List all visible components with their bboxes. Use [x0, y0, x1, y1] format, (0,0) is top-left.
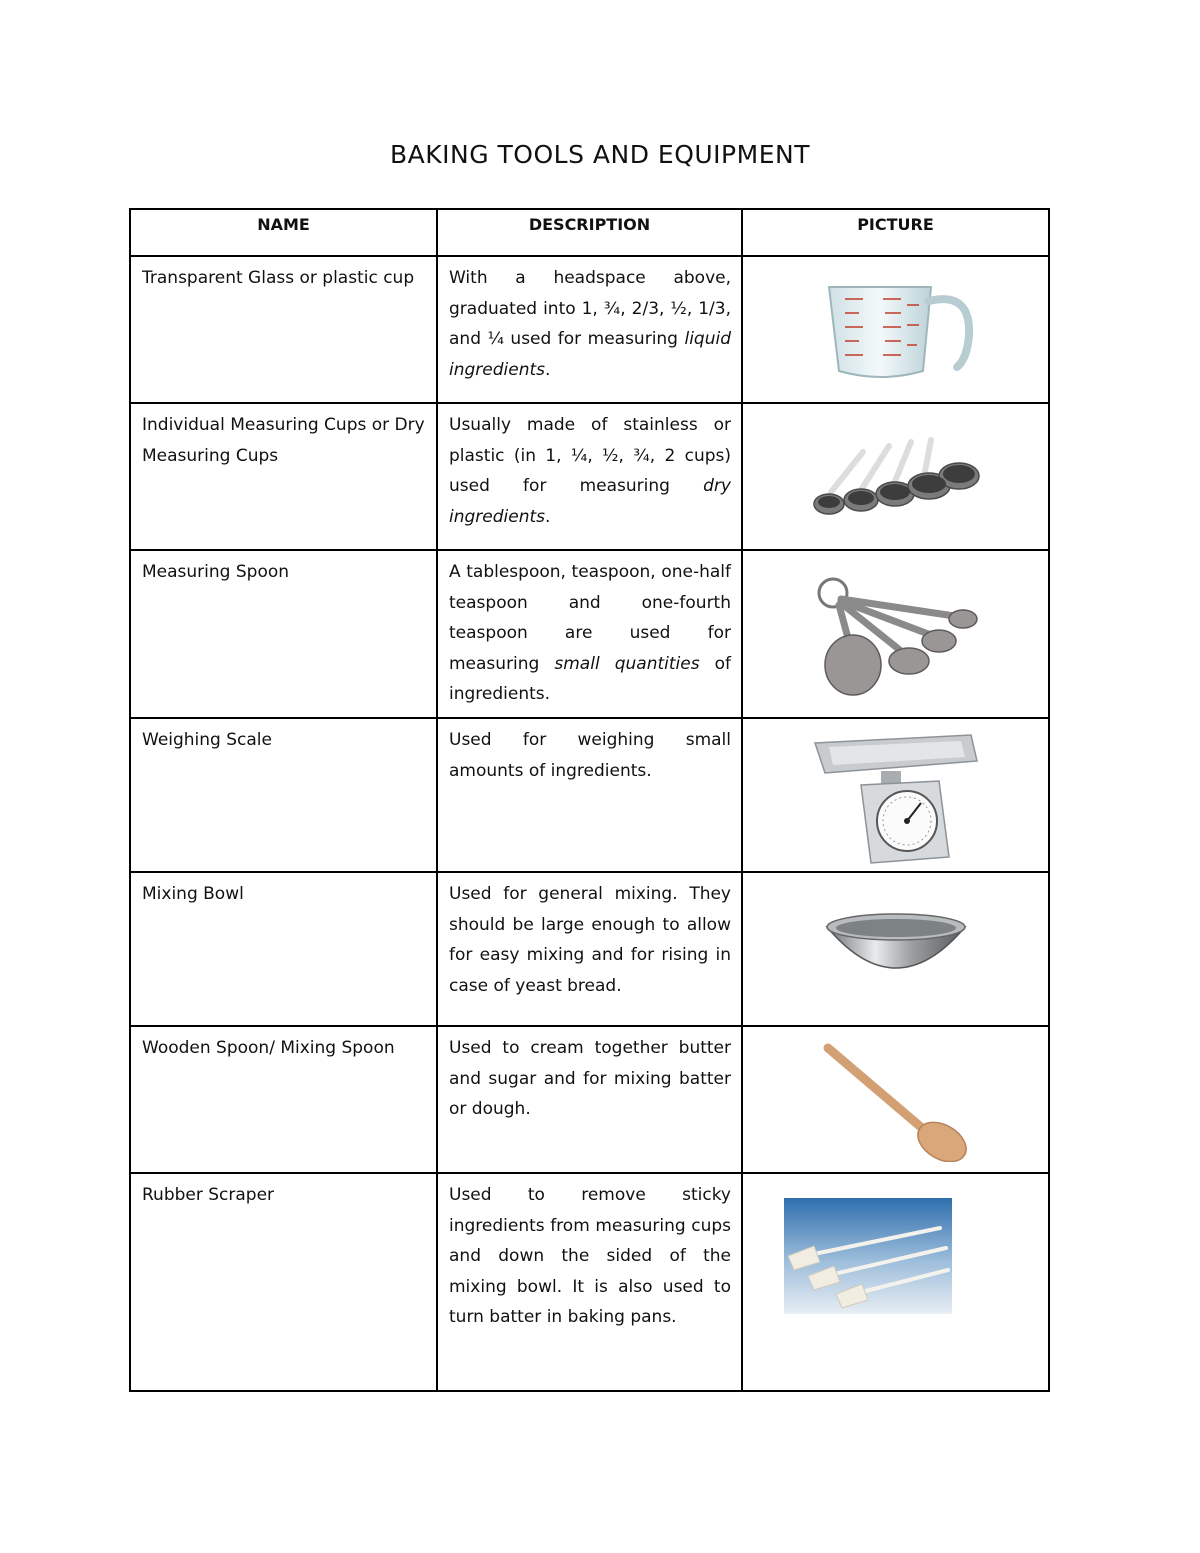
tool-description: A tablespoon, teaspoon, one-half teaspoon and one-fourth teaspoon are used for measuring small quantities of ingredients. [437, 550, 742, 718]
tool-name: Measuring Spoon [130, 550, 437, 718]
mixing-bowl-icon [821, 909, 971, 989]
table-row [130, 718, 1049, 872]
rubber-scraper-icon [784, 1198, 952, 1314]
tool-name: Rubber Scraper [130, 1173, 437, 1391]
measuring-cup-icon [811, 275, 981, 385]
tool-picture [742, 872, 1049, 1026]
tool-description: With a headspace above, graduated into 1, ¾, 2/3, ½, 1/3, and ¼ used for measuring liquid ingredients. [437, 256, 742, 403]
table-row [130, 550, 1049, 718]
wooden-spoon-icon [816, 1038, 976, 1162]
header-name: NAME [130, 209, 437, 256]
page-title: BAKING TOOLS AND EQUIPMENT [390, 140, 810, 169]
table-row [130, 872, 1049, 1026]
tool-picture [742, 1026, 1049, 1173]
tool-name: Wooden Spoon/ Mixing Spoon [130, 1026, 437, 1173]
header-description: DESCRIPTION [437, 209, 742, 256]
header-picture: PICTURE [742, 209, 1049, 256]
dry-measuring-cups-icon [811, 432, 981, 522]
tool-picture [742, 718, 1049, 872]
weighing-scale-icon [811, 725, 981, 865]
table-row [130, 256, 1049, 403]
tool-description: Used for general mixing. They should be large enough to allow for easy mixing and for rising in case of yeast bread. [437, 872, 742, 1026]
tool-description: Used for weighing small amounts of ingredients. [437, 718, 742, 872]
tool-name: Mixing Bowl [130, 872, 437, 1026]
tool-picture [742, 256, 1049, 403]
tool-picture [742, 550, 1049, 718]
tool-description: Usually made of stainless or plastic (in 1, ¼, ½, ¾, 2 cups) used for measuring dry ingredients. [437, 403, 742, 550]
tool-name: Weighing Scale [130, 718, 437, 872]
measuring-spoons-icon [811, 569, 981, 699]
tools-table [129, 208, 1050, 1392]
tool-name: Transparent Glass or plastic cup [130, 256, 437, 403]
tool-description: Used to remove sticky ingredients from measuring cups and down the sided of the mixing bowl. It is also used to turn batter in baking pans. [437, 1173, 742, 1391]
table-row [130, 1173, 1049, 1391]
tool-name: Individual Measuring Cups or Dry Measuring Cups [130, 403, 437, 550]
tool-description: Used to cream together butter and sugar and for mixing batter or dough. [437, 1026, 742, 1173]
tool-picture [742, 1173, 1049, 1391]
table-row [130, 403, 1049, 550]
table-row [130, 1026, 1049, 1173]
tool-picture [742, 403, 1049, 550]
table-header-row [130, 209, 1049, 256]
